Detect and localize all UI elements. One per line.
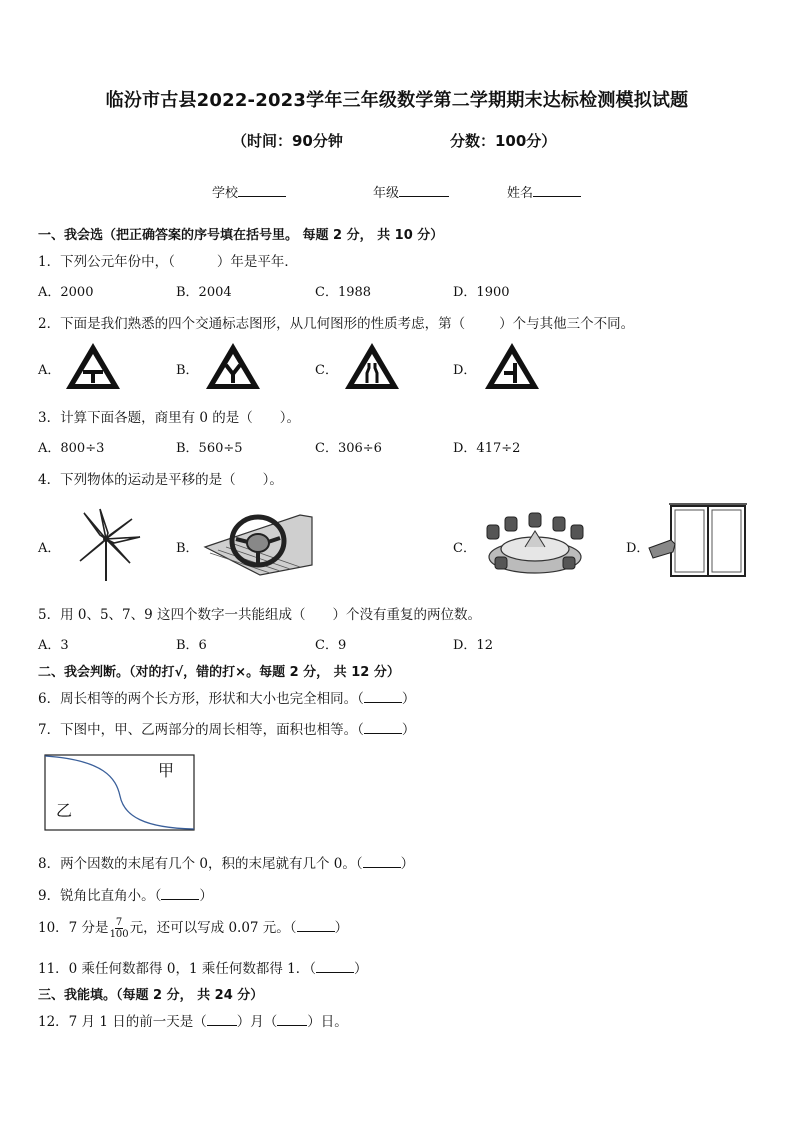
q9-text: 9．锐角比直角小。（ [38,888,162,904]
q1-option-b[interactable]: B．2004 [176,285,232,300]
q2-option-d[interactable]: D． [453,363,477,378]
question-2 [38,312,634,332]
question-9 [38,884,213,904]
exam-time: （时间：90分钟 [232,132,343,150]
q11-text: 11．0 乘任何数都得 0，1 乘任何数都得 1．（ [38,961,316,977]
exam-score: 分数：100分） [450,132,557,150]
q3-option-a[interactable]: A．800÷3 [38,441,105,456]
q2-option-c[interactable]: C． [315,363,338,378]
sliding-window-icon [645,500,751,580]
question-1 [38,250,298,270]
q8-text: 8．两个因数的末尾有几个 0，积的末尾就有几个 0。（ [38,856,363,872]
question-7 [38,718,415,738]
q1-text-a: 1．下列公元年份中，（ [38,254,175,270]
q2-option-a[interactable]: A． [38,363,61,378]
q4-option-b[interactable]: B． [176,541,199,556]
name-label: 姓名 [507,186,534,201]
school-field[interactable] [212,182,286,201]
section-2-heading: 二、我会判断。（对的打√，错的打×。每题 2 分， 共 12 分） [38,665,400,680]
q1-text-b: ）年是平年． [216,254,298,270]
q7-close: ） [401,722,416,738]
traffic-sign-y-junction-icon [203,340,263,392]
page-title: 临汾市古县2022-2023学年三年级数学第二学期期末达标检测模拟试题 [105,90,689,111]
q10-text-a: 10．7 分是 [38,920,109,936]
q4-option-c[interactable]: C． [453,541,476,556]
q10-answer-blank[interactable] [297,931,335,932]
q5-option-a[interactable]: A．3 [38,638,69,653]
q1-option-d[interactable]: D．1900 [453,285,510,300]
question-3: 3．计算下面各题，商里有 0 的是（ ）。 [38,410,301,426]
q3-option-c[interactable]: C．306÷6 [315,441,382,456]
q8-close: ） [400,856,415,872]
q7-answer-blank[interactable] [364,733,402,734]
question-4: 4．下列物体的运动是平移的是（ ）。 [38,472,283,488]
q7-label-jia: 甲 [158,761,175,780]
q1-option-c[interactable]: C．1988 [315,285,372,300]
q5-option-d[interactable]: D．12 [453,638,493,653]
question-6 [38,687,415,707]
question-11 [38,957,367,977]
q10-text-b: 元，还可以写成 0.07 元。（ [129,920,297,936]
question-12 [38,1010,348,1030]
section-3-heading: 三、我能填。（每题 2 分， 共 24 分） [38,988,264,1003]
name-field[interactable] [507,182,581,201]
grade-label: 年级 [373,186,400,201]
q11-answer-blank[interactable] [316,972,354,973]
section-1-heading: 一、我会选（把正确答案的序号填在括号里。 每题 2 分， 共 10 分） [38,228,444,243]
q1-option-a[interactable]: A．2000 [38,285,94,300]
q12-month-blank[interactable] [207,1025,237,1026]
carousel-ride-icon [475,507,595,581]
q9-close: ） [199,888,213,904]
q6-text: 6．周长相等的两个长方形，形状和大小也完全相同。（ [38,691,364,707]
traffic-sign-narrow-road-icon [342,340,402,392]
q6-answer-blank[interactable] [364,702,402,703]
q8-answer-blank[interactable] [363,867,401,868]
q9-answer-blank[interactable] [161,899,199,900]
q7-label-yi: 乙 [56,801,73,820]
traffic-sign-t-junction-icon [63,340,123,392]
q4-option-d[interactable]: D． [626,541,650,556]
q12-text-c: ）日。 [307,1014,348,1030]
q12-text-a: 12．7 月 1 日的前一天是（ [38,1014,207,1030]
q12-day-blank[interactable] [277,1025,307,1026]
q5-option-b[interactable]: B．6 [176,638,207,653]
q3-option-d[interactable]: D．417÷2 [453,441,521,456]
traffic-sign-side-road-icon [482,340,542,392]
q12-text-b: ）月（ [236,1014,278,1030]
q2-option-b[interactable]: B． [176,363,199,378]
pinwheel-icon [70,505,142,583]
q7-text: 7．下图中，甲、乙两部分的周长相等，面积也相等。（ [38,722,364,738]
q10-close: ） [334,920,349,936]
q6-close: ） [401,691,416,707]
school-label: 学校 [212,186,239,201]
question-8 [38,852,414,872]
q3-option-b[interactable]: B．560÷5 [176,441,243,456]
q11-close: ） [353,961,368,977]
q4-option-a[interactable]: A． [38,541,61,556]
q2-text-a: 2．下面是我们熟悉的四个交通标志图形，从几何图形的性质考虑，第（ [38,316,466,332]
q5-option-c[interactable]: C．9 [315,638,347,653]
question-10 [38,916,348,940]
q2-text-b: ）个与其他三个不同。 [499,316,635,332]
q10-fraction: $\frac{7}{100}$ [109,917,129,940]
question-5: 5．用 0、5、7、9 这四个数字一共能组成（ ）个没有重复的两位数。 [38,607,482,623]
grade-field[interactable] [373,182,449,201]
steering-wheel-icon [200,505,315,577]
